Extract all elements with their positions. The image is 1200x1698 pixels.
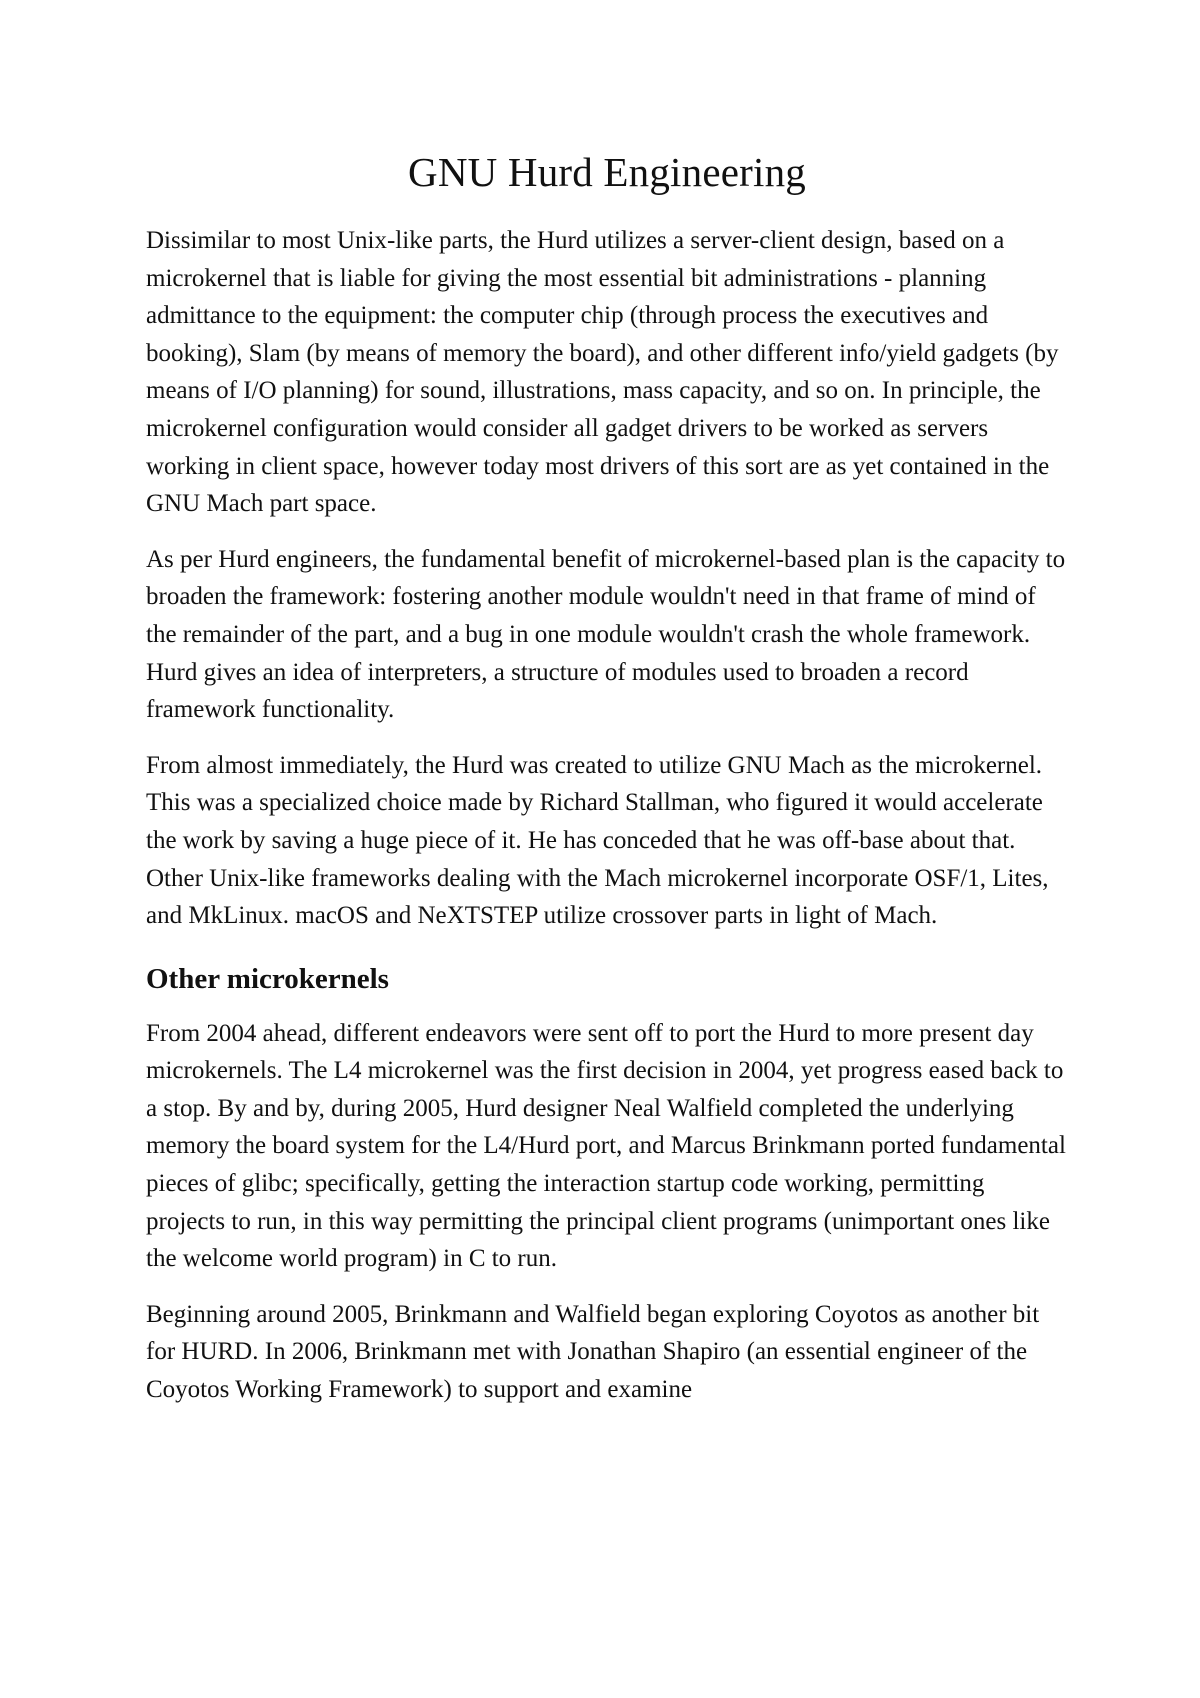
paragraph-2: As per Hurd engineers, the fundamental benefit of microkernel-based plan is the capacity to broaden the framework: fostering another module wouldn't need in that frame of mind of the remainder of the part, and a bug in one module wouldn't crash the whole framework. Hurd gives an idea of interpreters, a structure of modules used to broaden a record framework functionality.	[146, 545, 1066, 724]
section-paragraph-2: Beginning around 2005, Brinkmann and Walfield began exploring Coyotos as another bit for HURD. In 2006, Brinkmann met with Jonathan Shapiro (an essential engineer of the Coyotos Working Framework) to support and examine	[146, 1300, 1040, 1404]
document-title: GNU Hurd Engineering	[408, 149, 806, 195]
paragraph-1: Dissimilar to most Unix-like parts, the Hurd utilizes a server-client design, based on a microkernel that is liable for giving the most essential bit administrations - planning admittance to the equipment: the computer chip (through process the executives and booking), Slam (by means of memory the board), and other different info/yield gadgets (by means of I/O planning) for sound, illustrations, mass capacity, and so on. In principle, the microkernel configuration would consider all gadget drivers to be worked as servers working in client space, however today most drivers of this sort are as yet contained in the GNU Mach part space.	[146, 227, 1059, 518]
paragraph-3: From almost immediately, the Hurd was created to utilize GNU Mach as the microkernel. This was a specialized choice made by Richard Stallman, who figured it would accelerate the work by saving a huge piece of it. He has conceded that he was off-base about that. Other Unix-like frameworks dealing with the Mach microkernel incorporate OSF/1, Lites, and MkLinux. macOS and NeXTSTEP utilize crossover parts in light of Mach.	[146, 751, 1049, 930]
section-paragraph-1: From 2004 ahead, different endeavors were sent off to port the Hurd to more present day microkernels. The L4 microkernel was the first decision in 2004, yet progress eased back to a stop. By and by, during 2005, Hurd designer Neal Walfield completed the underlying memory the board system for the L4/Hurd port, and Marcus Brinkmann ported fundamental pieces of glibc; specifically, getting the interaction startup code working, permitting projects to run, in this way permitting the principal client programs (unimportant ones like the welcome world program) in C to run.	[146, 1019, 1066, 1273]
section-heading-other-microkernels: Other microkernels	[146, 962, 389, 995]
